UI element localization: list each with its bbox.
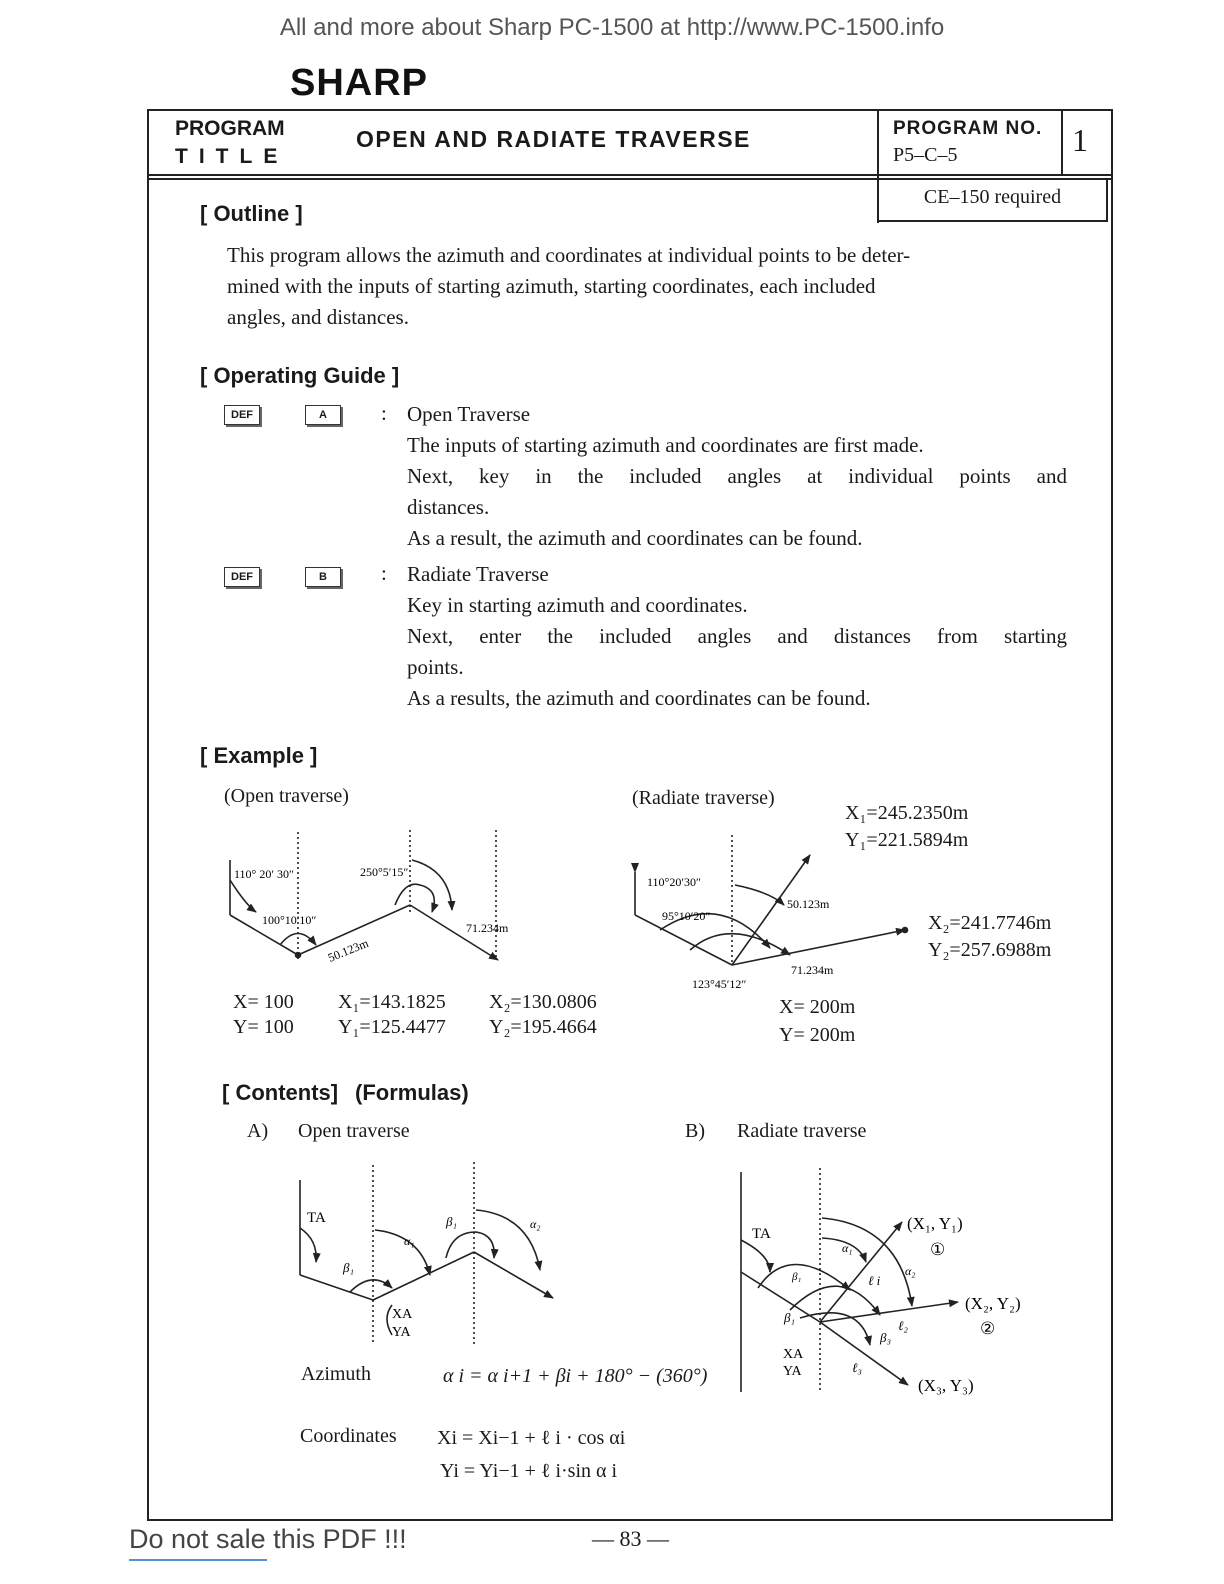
def-key: DEF (224, 567, 260, 587)
angle-arc (230, 880, 256, 912)
colon: : (381, 561, 387, 585)
angle-arc (822, 1218, 912, 1306)
radiate-start-y: Y= 200m (779, 1024, 856, 1046)
diagram-b-alpha1: α₁ (842, 1241, 853, 1255)
program-title: OPEN AND RADIATE TRAVERSE (356, 126, 751, 152)
azimuth-label: Azimuth (301, 1363, 371, 1385)
coordinate-x-formula: Xi = Xi−1 + ℓ i · cos αi (437, 1427, 626, 1449)
section-a-title: Open traverse (298, 1120, 410, 1142)
open-angle1-label: 110° 20′ 30″ (234, 867, 294, 881)
angle-arc (350, 1280, 392, 1292)
footer-underline (129, 1559, 267, 1561)
outline-line: mined with the inputs of starting azimuth, starting coordinates, each included (227, 274, 876, 298)
open-angle2-label: 250°5′15″ (360, 865, 409, 879)
brand-logo: SHARP (290, 62, 429, 104)
def-key: DEF (224, 405, 260, 425)
formula-diagram-radiate (741, 1168, 958, 1392)
guide-line: As a result, the azimuth and coordinates can be found. (407, 526, 863, 550)
diagram-b-p1: (X₁, Y₁) (907, 1214, 963, 1233)
program-no-label: PROGRAM NO. (893, 118, 1043, 139)
diagram-b-beta3: β₃ (880, 1330, 891, 1345)
program-no: P5–C–5 (893, 144, 958, 166)
angle-arc (375, 1230, 430, 1275)
open-y2: Y₂=195.4664 (489, 1016, 597, 1038)
outline-line: This program allows the azimuth and coordinates at individual points to be deter- (227, 243, 911, 267)
open-dist1-label: 50.123m (325, 935, 371, 965)
diagram-b-ta: TA (752, 1226, 771, 1242)
open-y1: Y₁=125.4477 (338, 1016, 446, 1038)
program-page-number: 1 (1072, 122, 1088, 158)
operating-guide-heading: [ Operating Guide ] (200, 363, 400, 388)
angle-arc (300, 1228, 316, 1262)
radial-leg (820, 1302, 958, 1322)
guide-line: Key in starting azimuth and coordinates. (407, 593, 748, 617)
diagram-a-xa: XA (392, 1307, 413, 1322)
open-dist2-label: 71.234m (466, 921, 509, 935)
colon: : (381, 401, 387, 425)
radiate-start-x: X= 200m (779, 996, 856, 1018)
b-key: B (305, 567, 341, 587)
footer-notice: Do not sale this PDF !!! (129, 1524, 407, 1554)
diagram-b-l2: ℓ₂ (898, 1318, 908, 1333)
page-number: — 83 — (592, 1526, 669, 1551)
section-b-title: Radiate traverse (737, 1120, 867, 1142)
radiate-dist1-label: 50.123m (787, 897, 830, 911)
diagram-b-p2: (X₂, Y₂) (965, 1294, 1021, 1313)
open-start-y: Y= 100 (233, 1016, 294, 1038)
formula-diagram-open (300, 1162, 553, 1345)
radiate-angle2-label: 95°10′20″ (662, 909, 711, 923)
diagram-b-ya: YA (783, 1364, 802, 1379)
diagram-a-ta: TA (307, 1210, 326, 1226)
contents-heading: [ Contents] (222, 1080, 339, 1105)
radiate-y1: Y₁=221.5894m (845, 829, 969, 851)
requirement-box: CE–150 required (877, 180, 1108, 222)
angle-arc (800, 1313, 870, 1345)
diagram-b-n1: ① (930, 1240, 946, 1259)
radial-leg (820, 1322, 908, 1385)
guide-title: Radiate Traverse (407, 562, 549, 586)
diagram-b-alpha2: α₂ (905, 1264, 916, 1278)
coordinate-y-formula: Yi = Yi−1 + ℓ i·sin α i (440, 1460, 618, 1482)
radiate-dist2-label: 71.234m (791, 963, 834, 977)
diagram-b-p3: (X₃, Y₃) (918, 1376, 974, 1395)
a-key: A (305, 405, 341, 425)
radiate-example-diagram (635, 835, 908, 965)
diagram-a-alpha2: α₂ (530, 1217, 541, 1231)
open-x2: X₂=130.0806 (489, 991, 597, 1013)
traverse-leg (300, 1275, 373, 1300)
azimuth-formula: α i = α i+1 + βi + 180° − (360°) (443, 1365, 708, 1387)
section-a-label: A) (247, 1120, 269, 1142)
outline-line: angles, and distances. (227, 305, 409, 329)
open-start-x: X= 100 (233, 991, 294, 1013)
outline-heading: [ Outline ] (200, 201, 303, 226)
guide-line: distances. (407, 495, 490, 519)
guide-line: As a results, the azimuth and coordinates can be found. (407, 686, 871, 710)
diagram-b-li: ℓ i (868, 1273, 881, 1288)
guide-line: points. (407, 655, 464, 679)
radiate-y2: Y₂=257.6988m (928, 939, 1052, 961)
coordinates-label: Coordinates (300, 1425, 397, 1447)
radial-leg (820, 1222, 902, 1322)
diagram-b-n2: ② (980, 1319, 996, 1338)
angle-arc (741, 1240, 770, 1272)
diagram-b-l3: ℓ₃ (852, 1360, 862, 1375)
radiate-angle1-label: 110°20′30″ (647, 875, 701, 889)
open-traverse-caption: (Open traverse) (224, 785, 349, 807)
diagram-b-xa: XA (783, 1347, 804, 1362)
station-point (296, 953, 301, 958)
example-heading: [ Example ] (200, 743, 318, 768)
radiate-angle3-label: 123°45′12″ (692, 977, 747, 991)
open-angle3-label: 100°10′10″ (262, 913, 317, 927)
source-banner: All and more about Sharp PC-1500 at http://www.PC-1500.info (279, 14, 945, 41)
station-point (903, 928, 908, 933)
section-b-label: B) (685, 1120, 705, 1142)
formulas-heading: (Formulas) (355, 1080, 469, 1105)
program-label-line1: PROGRAM (175, 117, 285, 140)
traverse-leg (741, 1272, 820, 1322)
diagram-b-beta1: β₁ (792, 1271, 802, 1283)
radiate-x1: X₁=245.2350m (845, 802, 969, 824)
diagram-a-beta1: β₁ (343, 1260, 354, 1275)
guide-line: Next, key in the included angles at individual points and (407, 464, 1067, 488)
traverse-leg (474, 1252, 553, 1298)
radiate-x2: X₂=241.7746m (928, 912, 1052, 934)
open-x1: X₁=143.1825 (338, 991, 446, 1013)
diagram-a-beta1b: β₁ (446, 1214, 457, 1229)
guide-line: The inputs of starting azimuth and coordinates are first made. (407, 433, 924, 457)
radiate-traverse-caption: (Radiate traverse) (632, 787, 775, 809)
program-label-line2: TITLE (175, 145, 289, 168)
diagram-b-beta1b: β₁ (784, 1310, 795, 1325)
diagram-a-alpha1: α₁ (404, 1234, 415, 1248)
diagram-a-ya: YA (392, 1325, 411, 1340)
guide-line: Next, enter the included angles and distances from starting (407, 624, 1067, 648)
guide-title: Open Traverse (407, 402, 531, 426)
